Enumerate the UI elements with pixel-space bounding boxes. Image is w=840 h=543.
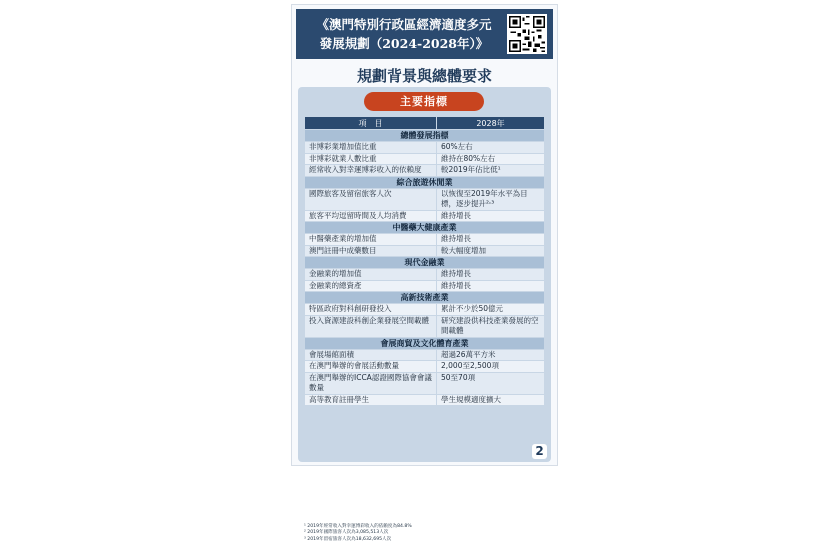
indicator-target: 累計不少於50億元: [437, 304, 545, 316]
indicator-name: 旅客平均逗留時間及人均消費: [305, 210, 437, 222]
indicator-name: 金融業的總資產: [305, 280, 437, 292]
indicator-target: 維持增長: [437, 269, 545, 281]
indicator-target: 較大幅度增加: [437, 245, 545, 257]
table-row: [305, 269, 545, 281]
indicator-name: 非博彩業增加值比重: [305, 142, 437, 154]
indicator-name: 在澳門舉辦的會展活動數量: [305, 361, 437, 373]
indicator-name: 國際旅客及留宿旅客人次: [305, 188, 437, 210]
table-row: [305, 165, 545, 177]
category-row: [305, 257, 545, 269]
title-banner: [296, 9, 553, 59]
category-label: 現代金融業: [305, 257, 545, 269]
title-line-2: 發展規劃（2024-2028年）》: [319, 36, 489, 51]
category-label: 會展商貿及文化體育產業: [305, 337, 545, 349]
indicator-target: 60%左右: [437, 142, 545, 154]
column-header-item: 項 目: [305, 117, 437, 130]
footnotes: [304, 524, 524, 543]
table-row: [305, 304, 545, 316]
category-row: [305, 222, 545, 234]
indicator-target: 學生規模適度擴大: [437, 394, 545, 406]
document-page: [292, 5, 557, 542]
table-header-row: [305, 117, 545, 130]
footnote: ² 2019年國際旅客人次為3,085,513人次: [304, 530, 389, 536]
table-row: [305, 153, 545, 165]
indicator-card: [298, 87, 551, 542]
table-row: [305, 188, 545, 210]
indicator-target: 2,000至2,500項: [437, 361, 545, 373]
indicator-target: 維持增長: [437, 280, 545, 292]
title-line-1: 《澳門特別行政區經濟適度多元: [316, 17, 492, 32]
indicator-target: 維持增長: [437, 210, 545, 222]
category-label: 綜合旅遊休閒業: [305, 176, 545, 188]
indicator-target: 維持在80%左右: [437, 153, 545, 165]
category-label: 總體發展指標: [305, 130, 545, 142]
indicator-name: 澳門註冊中成藥數目: [305, 245, 437, 257]
indicator-target: 較2019年佔比低¹: [437, 165, 545, 177]
indicator-table: [304, 116, 545, 406]
footnote: ¹ 2019年經常收入對幸運博彩收入的依賴度為84.8%: [304, 524, 412, 529]
table-row: [305, 234, 545, 246]
page-number: 2: [532, 444, 547, 459]
document-title: [304, 15, 504, 53]
category-row: [305, 337, 545, 349]
category-row: [305, 176, 545, 188]
indicator-name: 金融業的增加值: [305, 269, 437, 281]
table-row: [305, 349, 545, 361]
indicator-name: 非博彩就業人數比重: [305, 153, 437, 165]
category-label: 高新技術產業: [305, 292, 545, 304]
indicator-target: 50至70項: [437, 372, 545, 394]
category-row: [305, 292, 545, 304]
indicator-name: 高等教育註冊學生: [305, 394, 437, 406]
indicator-target: 以恢復至2019年水平為目標，逐步提升²˒³: [437, 188, 545, 210]
indicator-name: 特區政府對科創研發投入: [305, 304, 437, 316]
qr-code-icon[interactable]: [507, 14, 547, 54]
indicator-name: 經常收入對幸運博彩收入的依賴度: [305, 165, 437, 177]
category-label: 中醫藥大健康產業: [305, 222, 545, 234]
indicator-name: 會展場館面積: [305, 349, 437, 361]
indicator-name: 投入資源建設科創企業發展空間載體: [305, 315, 437, 337]
table-body: [305, 130, 545, 406]
footnote: ³ 2019年留宿旅客人次為18,632,695人次: [304, 536, 392, 542]
table-row: [305, 280, 545, 292]
indicator-target: 維持增長: [437, 234, 545, 246]
category-row: [305, 130, 545, 142]
main-indicators-badge: 主要指標: [364, 92, 484, 111]
indicator-name: 在澳門舉辦的ICCA認證國際協會會議數量: [305, 372, 437, 394]
table-row: [305, 394, 545, 406]
column-header-year: 2028年: [437, 117, 545, 130]
table-row: [305, 315, 545, 337]
table-row: [305, 245, 545, 257]
table-row: [305, 372, 545, 394]
indicator-target: 研究建設供科技產業發展的空間載體: [437, 315, 545, 337]
indicator-name: 中醫藥產業的增加值: [305, 234, 437, 246]
table-row: [305, 361, 545, 373]
indicator-target: 超過26萬平方米: [437, 349, 545, 361]
section-title: 規劃背景與總體要求: [356, 67, 492, 85]
table-row: [305, 210, 545, 222]
table-row: [305, 142, 545, 154]
